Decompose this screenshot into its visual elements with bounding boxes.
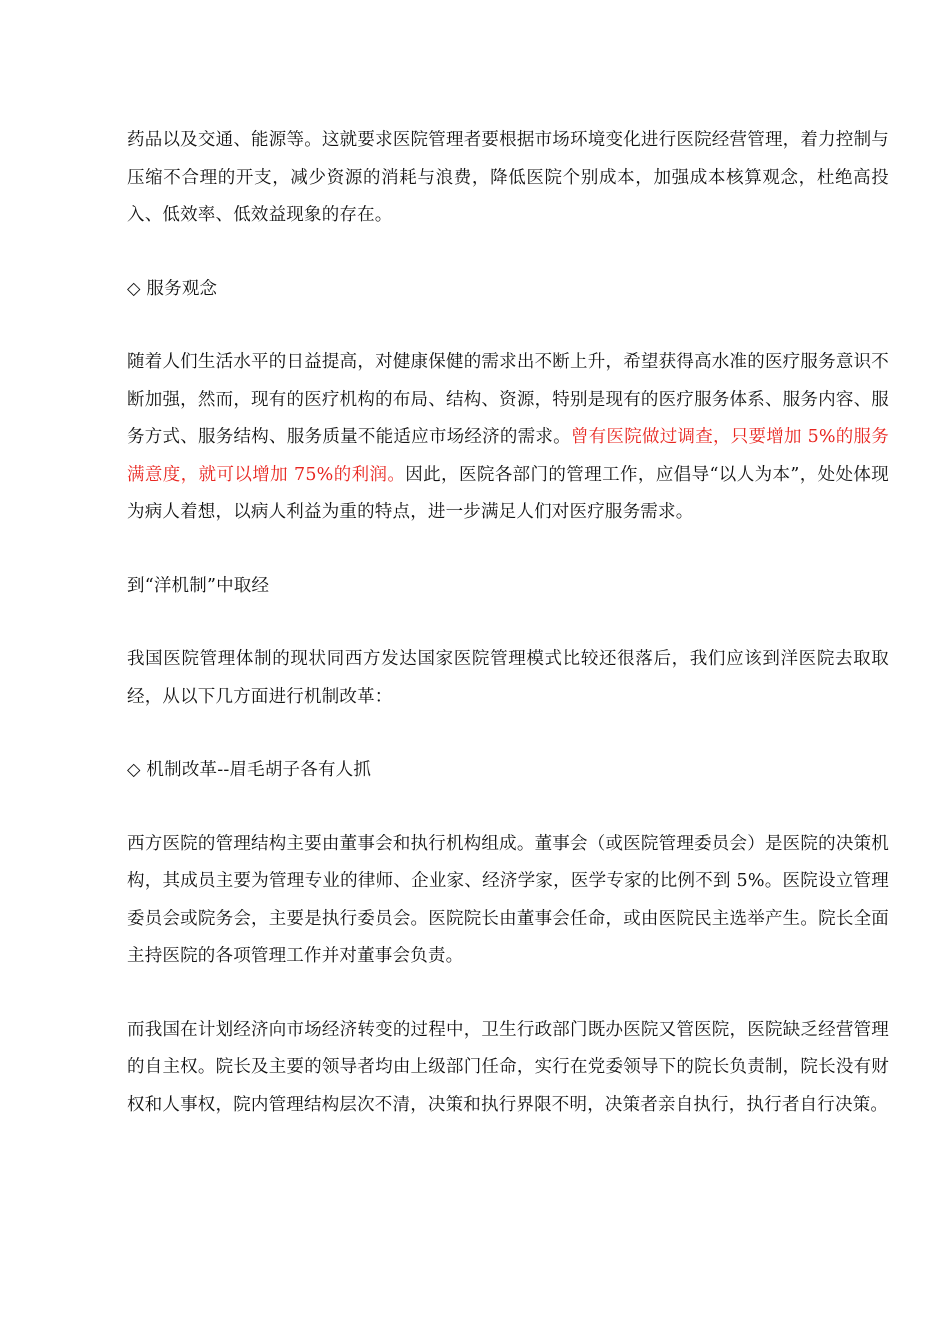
service-text-after: 因此，医院各部门的管理工作，应倡导“以人为本”，处处体现为病人着想，以病人利益为重的特点，进一步满足人们对医疗服务需求。 <box>127 464 889 522</box>
paragraph-domestic-structure: 而我国在计划经济向市场经济转变的过程中，卫生行政部门既办医院又管医院，医院缺乏经营管理的自主权。院长及主要的领导者均由上级部门任命，实行在党委领导下的院长负责制，院长没有财权和人事权，院内管理结构层次不清，决策和执行界限不明，决策者亲自执行，执行者自行决策。 <box>127 1019 889 1115</box>
highlighted-survey-text: 曾有医院做过调查，只要增加 5%的服务满意度，就可以增加 75%的利润。 <box>127 427 890 485</box>
paragraph-service <box>127 344 889 532</box>
paragraph-gap <box>127 532 889 568</box>
paragraph-gap <box>127 308 889 344</box>
paragraph-gap <box>127 976 889 1012</box>
paragraph-gap <box>127 605 889 641</box>
paragraph-gap <box>127 790 889 826</box>
paragraph-domestic-status: 我国医院管理体制的现状同西方发达国家医院管理模式比较还很落后，我们应该到洋医院去取取经，从以下几方面进行机制改革： <box>127 649 889 707</box>
paragraph-gap <box>127 235 889 271</box>
heading-service-concept: ◇ 服务观念 <box>127 278 218 299</box>
document-page <box>127 122 889 1124</box>
paragraph-cost-control: 药品以及交通、能源等。这就要求医院管理者要根据市场环境变化进行医院经营管理，着力控制与压缩不合理的开支，减少资源的消耗与浪费，降低医院个别成本，加强成本核算观念，杜绝高投入、低效率、低效益现象的存在。 <box>127 130 889 225</box>
heading-foreign-mechanism: 到“洋机制”中取经 <box>127 575 270 596</box>
heading-mechanism-reform: ◇ 机制改革--眉毛胡子各有人抓 <box>127 760 372 780</box>
paragraph-gap <box>127 716 889 752</box>
service-text-before: 随着人们生活水平的日益提高，对健康保健的需求出不断上升，希望获得高水准的医疗服务意识不断加强，然而，现有的医疗机构的布局、结构、资源，特别是现有的医疗服务体系、服务内容、服务方式、服务结构、服务质量不能适应市场经济的需求。 <box>127 352 889 447</box>
paragraph-western-structure: 西方医院的管理结构主要由董事会和执行机构组成。董事会（或医院管理委员会）是医院的决策机构，其成员主要为管理专业的律师、企业家、经济学家，医学专家的比例不到 5%。医院设立管理委员会或院务会，主要是执行委员会。医院院长由董事会任命，或由医院民主选举产生。院长全面主持医院的各项管理工作并对董事会负责。 <box>127 833 889 966</box>
